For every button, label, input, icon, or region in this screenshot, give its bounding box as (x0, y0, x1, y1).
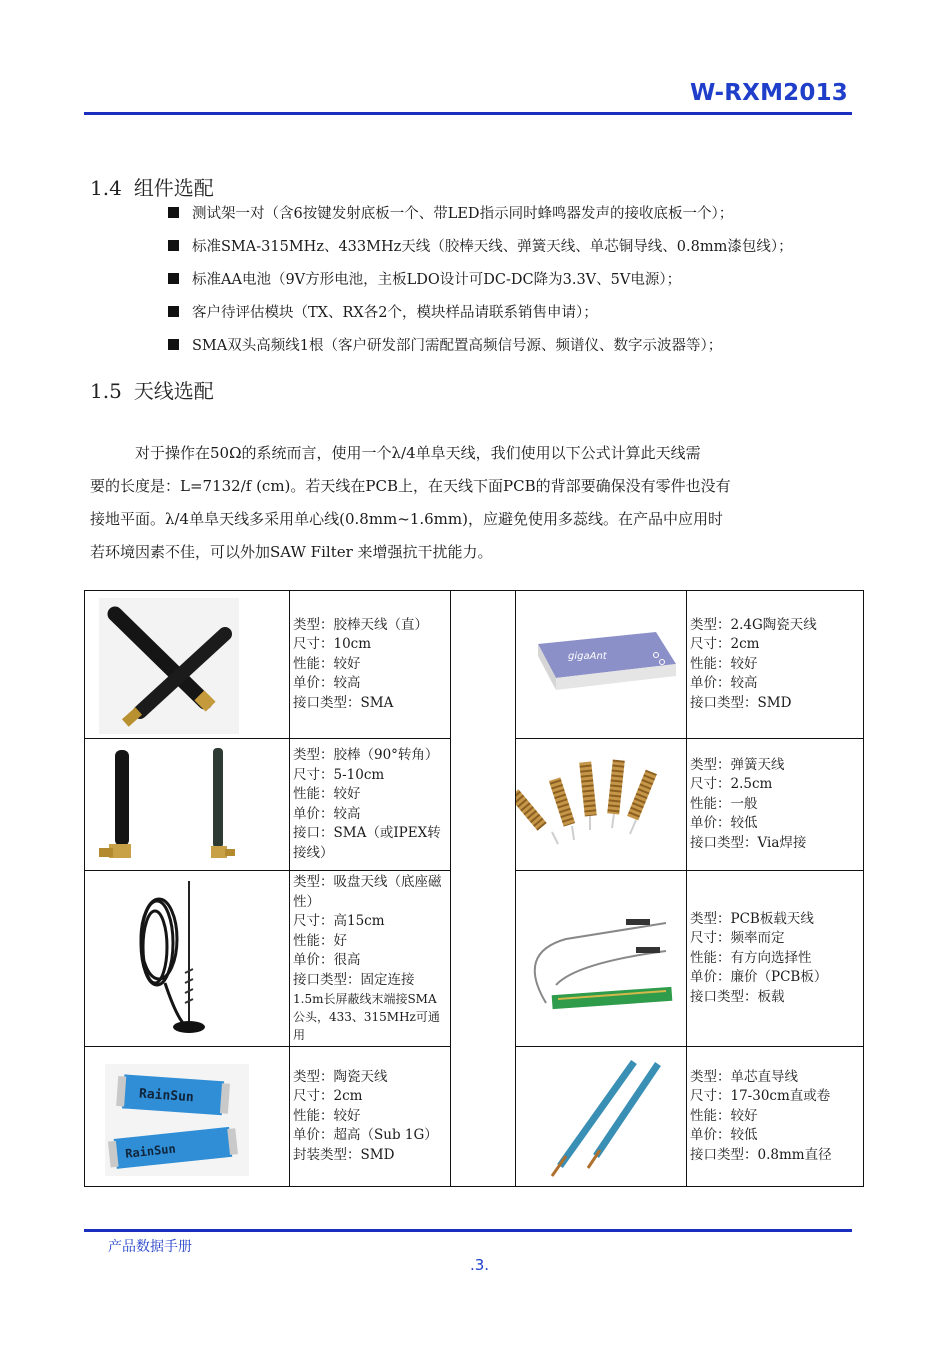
svg-text:gigaAnt: gigaAnt (568, 650, 607, 662)
footer-manual-label: 产品数据手册 (108, 1239, 192, 1255)
antenna-spec-cell: 类型：吸盘天线（底座磁性） 尺寸：高15cm 性能：好 单价：很高 接口类型：固定连接 1.5m长屏蔽线末端接SMA公头，433、315MHz可通用 (290, 871, 451, 1047)
list-item: 标准SMA-315MHz、433MHz天线（胶棒天线、弹簧天线、单芯铜导线、0.8mm漆包线）； (168, 237, 793, 270)
square-bullet-icon (168, 339, 179, 350)
antenna-image-suction (85, 871, 290, 1047)
antenna-spec-cell: 类型：单芯直导线 尺寸：17-30cm直或卷 性能：较好 单价：较低 接口类型：0.8mm直径 (687, 1047, 864, 1187)
antenna-image-ceramic-24g (516, 591, 687, 739)
square-bullet-icon (168, 306, 179, 317)
antenna-spec-cell: 类型：胶棒（90°转角） 尺寸：5-10cm 性能：较好 单价：较高 接口：SMA（或IPEX转接线） (290, 739, 451, 871)
header-rule (84, 112, 852, 115)
square-bullet-icon (168, 240, 179, 251)
square-bullet-icon (168, 207, 179, 218)
antenna-image-pcb (516, 871, 687, 1047)
antenna-paragraph (90, 437, 830, 569)
antenna-image-ceramic-rainsun (85, 1047, 290, 1187)
list-item: 客户待评估模块（TX、RX各2个，模块样品请联系销售申请）； (168, 303, 793, 336)
svg-text:RainSun: RainSun (138, 1086, 195, 1105)
paragraph-line: 接地平面。λ/4单阜天线多采用单心线(0.8mm~1.6mm)，应避免使用多蕊线。在产品中应用时 (90, 510, 723, 528)
list-item: 测试架一对（含6按键发射底板一个、带LED指示同时蜂鸣器发声的接收底板一个）； (168, 204, 793, 237)
table-spacer-column (451, 591, 516, 1187)
section-heading-1-5 (90, 375, 214, 404)
square-bullet-icon (168, 273, 179, 284)
section-number: 1.4 (90, 176, 122, 200)
paragraph-line: 若环境因素不佳，可以外加SAW Filter 来增强抗干扰能力。 (90, 543, 493, 561)
antenna-image-spring (516, 739, 687, 871)
document-title: W-RXM2013 (689, 80, 848, 106)
antenna-spec-cell: 类型：胶棒天线（直） 尺寸：10cm 性能：较好 单价：较高 接口类型：SMA (290, 591, 451, 739)
footer-rule (84, 1229, 852, 1232)
table-row (85, 591, 864, 739)
antenna-image-single-core (516, 1047, 687, 1187)
antenna-table (84, 590, 864, 1187)
svg-text:RainSun: RainSun (124, 1141, 177, 1161)
page-number: .3. (470, 1256, 490, 1274)
list-item: 标准AA电池（9V方形电池，主板LDO设计可DC-DC降为3.3V、5V电源）； (168, 270, 793, 303)
paragraph-line: 要的长度是：L=7132/f (cm)。若天线在PCB上，在天线下面PCB的背部要确保没有零件也没有 (90, 477, 731, 495)
antenna-spec-cell: 类型：陶瓷天线 尺寸：2cm 性能：较好 单价：超高（Sub 1G） 封装类型：SMD (290, 1047, 451, 1187)
section-number: 1.5 (90, 379, 122, 403)
list-item: SMA双头高频线1根（客户研发部门需配置高频信号源、频谱仪、数字示波器等）； (168, 336, 793, 369)
section-title: 组件选配 (133, 176, 214, 200)
antenna-image-rubber-straight (85, 591, 290, 739)
antenna-spec-cell: 类型：PCB板载天线 尺寸：频率而定 性能：有方向选择性 单价：廉价（PCB板） 接口类型：板载 (687, 871, 864, 1047)
paragraph-line: 对于操作在50Ω的系统而言，使用一个λ/4单阜天线，我们使用以下公式计算此天线需 (135, 444, 701, 462)
component-list (168, 204, 793, 369)
antenna-spec-cell: 类型：弹簧天线 尺寸：2.5cm 性能：一般 单价：较低 接口类型：Via焊接 (687, 739, 864, 871)
section-heading-1-4 (90, 172, 214, 201)
antenna-spec-cell: 类型：2.4G陶瓷天线 尺寸：2cm 性能：较好 单价：较高 接口类型：SMD (687, 591, 864, 739)
section-title: 天线选配 (133, 379, 214, 403)
antenna-image-rubber-90deg (85, 739, 290, 871)
